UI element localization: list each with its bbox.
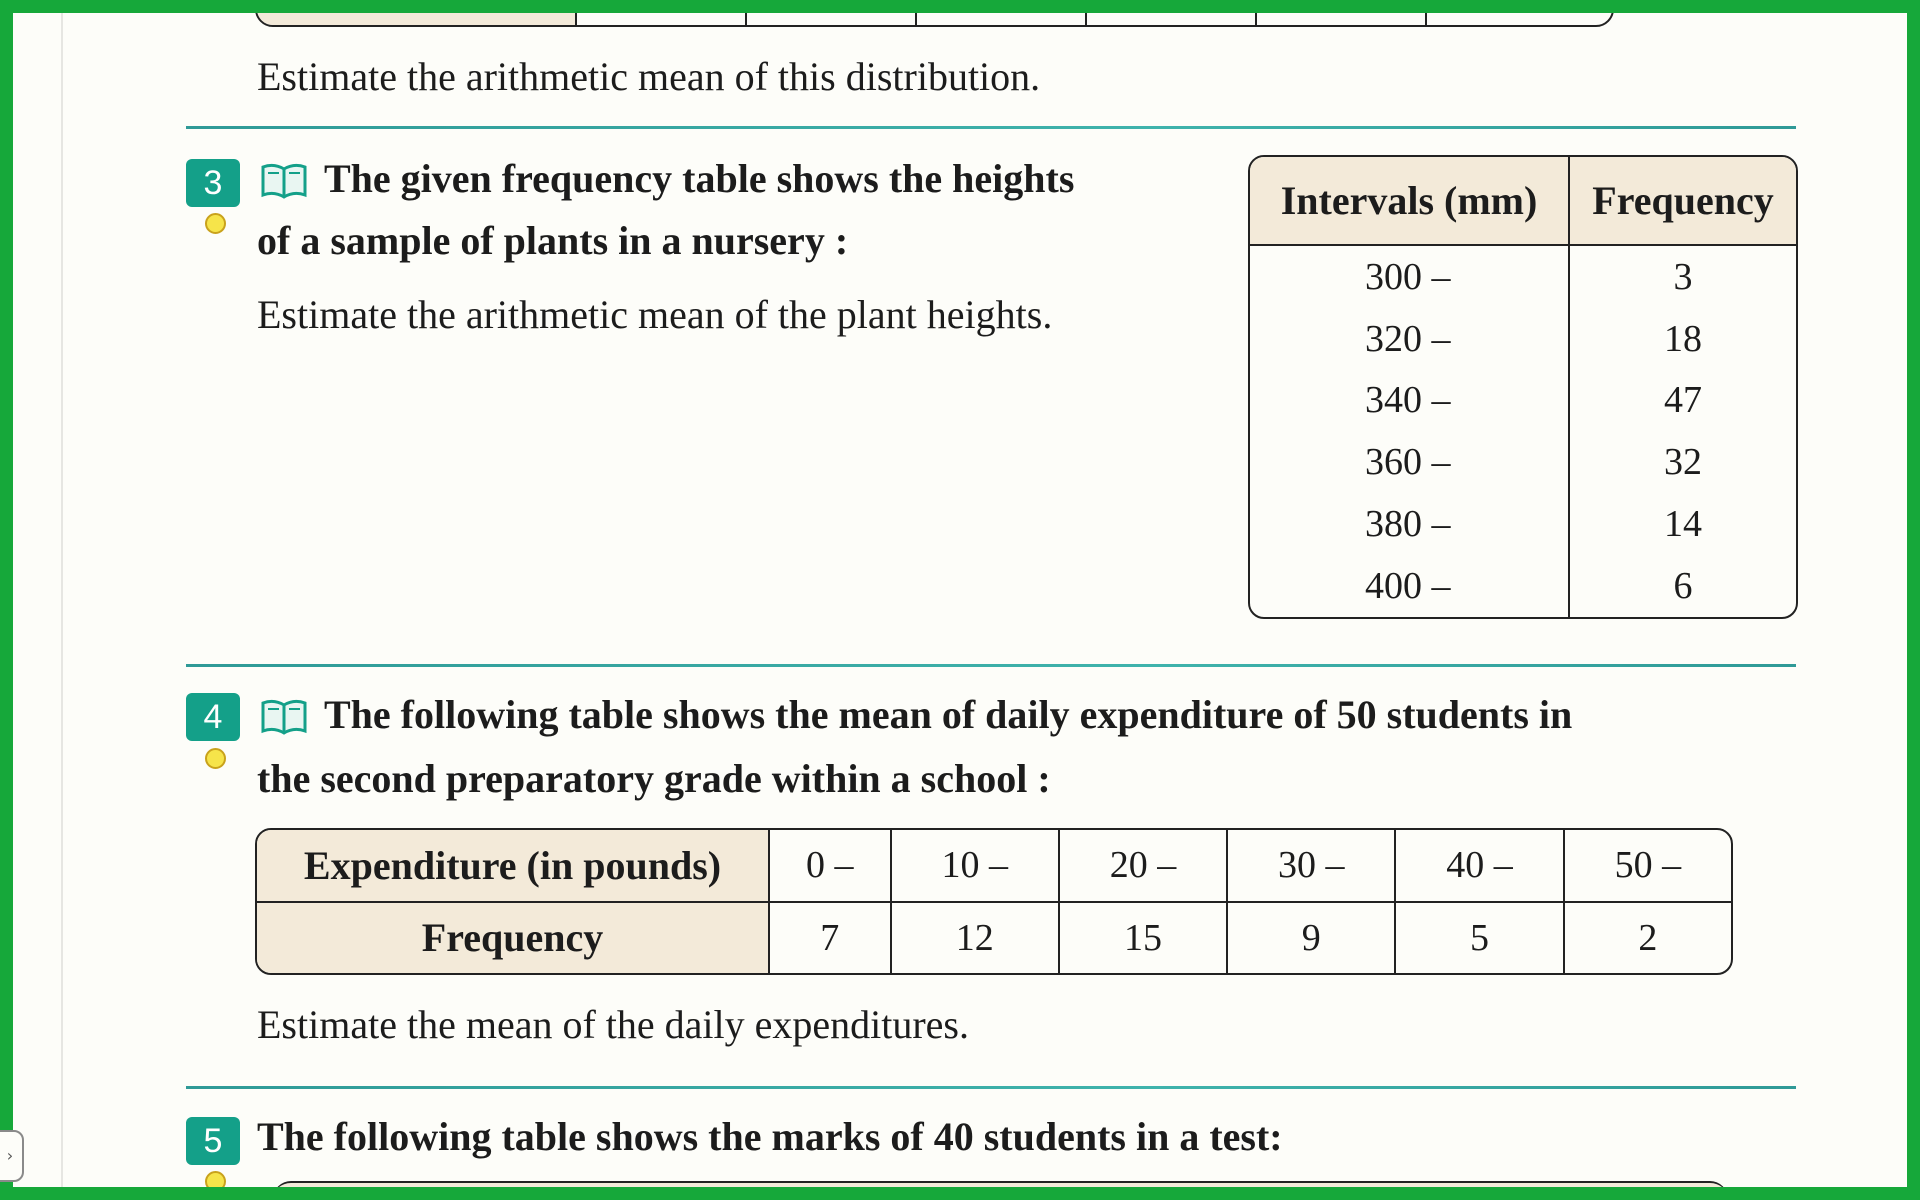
interval-cell: 320 – (1250, 308, 1570, 370)
side-expand-handle[interactable]: › (0, 1130, 24, 1182)
interval-cell: 50 – (1563, 830, 1731, 903)
q2-prompt: Estimate the arithmetic mean of this distribution. (257, 54, 1041, 99)
interval-cell: 300 – (1250, 246, 1570, 308)
table-column-line (575, 13, 577, 25)
frequency-cell: 12 (890, 903, 1058, 973)
table-row (1250, 246, 1796, 308)
frequency-cell: 9 (1226, 903, 1394, 973)
previous-table-bottom (255, 13, 1614, 27)
expenditure-table (255, 828, 1733, 975)
frequency-cell: 5 (1394, 903, 1562, 973)
frequency-cell: 15 (1058, 903, 1226, 973)
column-header-intervals: Intervals (mm) (1250, 157, 1570, 246)
table-row (1250, 493, 1796, 555)
yellow-dot-icon (205, 1171, 226, 1187)
frequency-cell: 7 (768, 903, 890, 973)
plant-heights-table (1248, 155, 1798, 619)
frequency-cell: 2 (1563, 903, 1731, 973)
interval-cell: 20 – (1058, 830, 1226, 903)
section-divider (186, 1086, 1796, 1089)
frequency-cell: 6 (1673, 565, 1693, 608)
table-row (1250, 555, 1796, 617)
table-row (1250, 308, 1796, 370)
table-column-line (745, 13, 747, 25)
table-row-intervals (257, 830, 1731, 903)
q4-prompt: Estimate the mean of the daily expenditures. (257, 1002, 969, 1047)
section-divider (186, 664, 1796, 667)
open-book-icon (260, 697, 308, 737)
yellow-dot-icon (205, 748, 226, 769)
q3-text-line1: The given frequency table shows the heights (324, 156, 1075, 201)
interval-cell: 40 – (1394, 830, 1562, 903)
table-column-line (1255, 13, 1257, 25)
q4-text-line1: The following table shows the mean of daily expenditure of 50 students in (324, 692, 1573, 737)
interval-cell: 400 – (1250, 555, 1570, 617)
frequency-cell: 14 (1664, 503, 1702, 546)
next-table-top (273, 1181, 1728, 1187)
table-header-row (1250, 157, 1796, 246)
q4-text-line2: the second preparatory grade within a school : (257, 756, 1051, 801)
section-divider (186, 126, 1796, 129)
q3-prompt: Estimate the arithmetic mean of the plant heights. (257, 292, 1053, 337)
q5-text: The following table shows the marks of 40 students in a test: (257, 1114, 1283, 1159)
frequency-cell: 47 (1664, 379, 1702, 422)
q3-text-line2: of a sample of plants in a nursery : (257, 218, 849, 263)
interval-cell: 360 – (1250, 431, 1570, 493)
frequency-cell: 32 (1664, 441, 1702, 484)
interval-cell: 340 – (1250, 369, 1570, 431)
margin-line (61, 13, 63, 1187)
table-column-line (1085, 13, 1087, 25)
question-number-badge: 3 (186, 159, 240, 207)
table-row-frequency (257, 903, 1731, 973)
frequency-cell: 18 (1664, 317, 1702, 360)
table-row (1250, 369, 1796, 431)
question-number-badge: 5 (186, 1117, 240, 1165)
yellow-dot-icon (205, 213, 226, 234)
question-number-badge: 4 (186, 693, 240, 741)
interval-cell: 380 – (1250, 493, 1570, 555)
interval-cell: 30 – (1226, 830, 1394, 903)
table-header-shade (257, 13, 575, 25)
interval-cell: 0 – (768, 830, 890, 903)
table-row (1250, 431, 1796, 493)
frequency-cell: 3 (1673, 255, 1693, 298)
column-header-frequency: Frequency (1570, 157, 1796, 246)
row-label-expenditure: Expenditure (in pounds) (257, 830, 768, 903)
table-column-line (1425, 13, 1427, 25)
open-book-icon (260, 161, 308, 201)
interval-cell: 10 – (890, 830, 1058, 903)
row-label-frequency: Frequency (257, 903, 768, 973)
textbook-page (13, 13, 1907, 1187)
table-column-line (915, 13, 917, 25)
